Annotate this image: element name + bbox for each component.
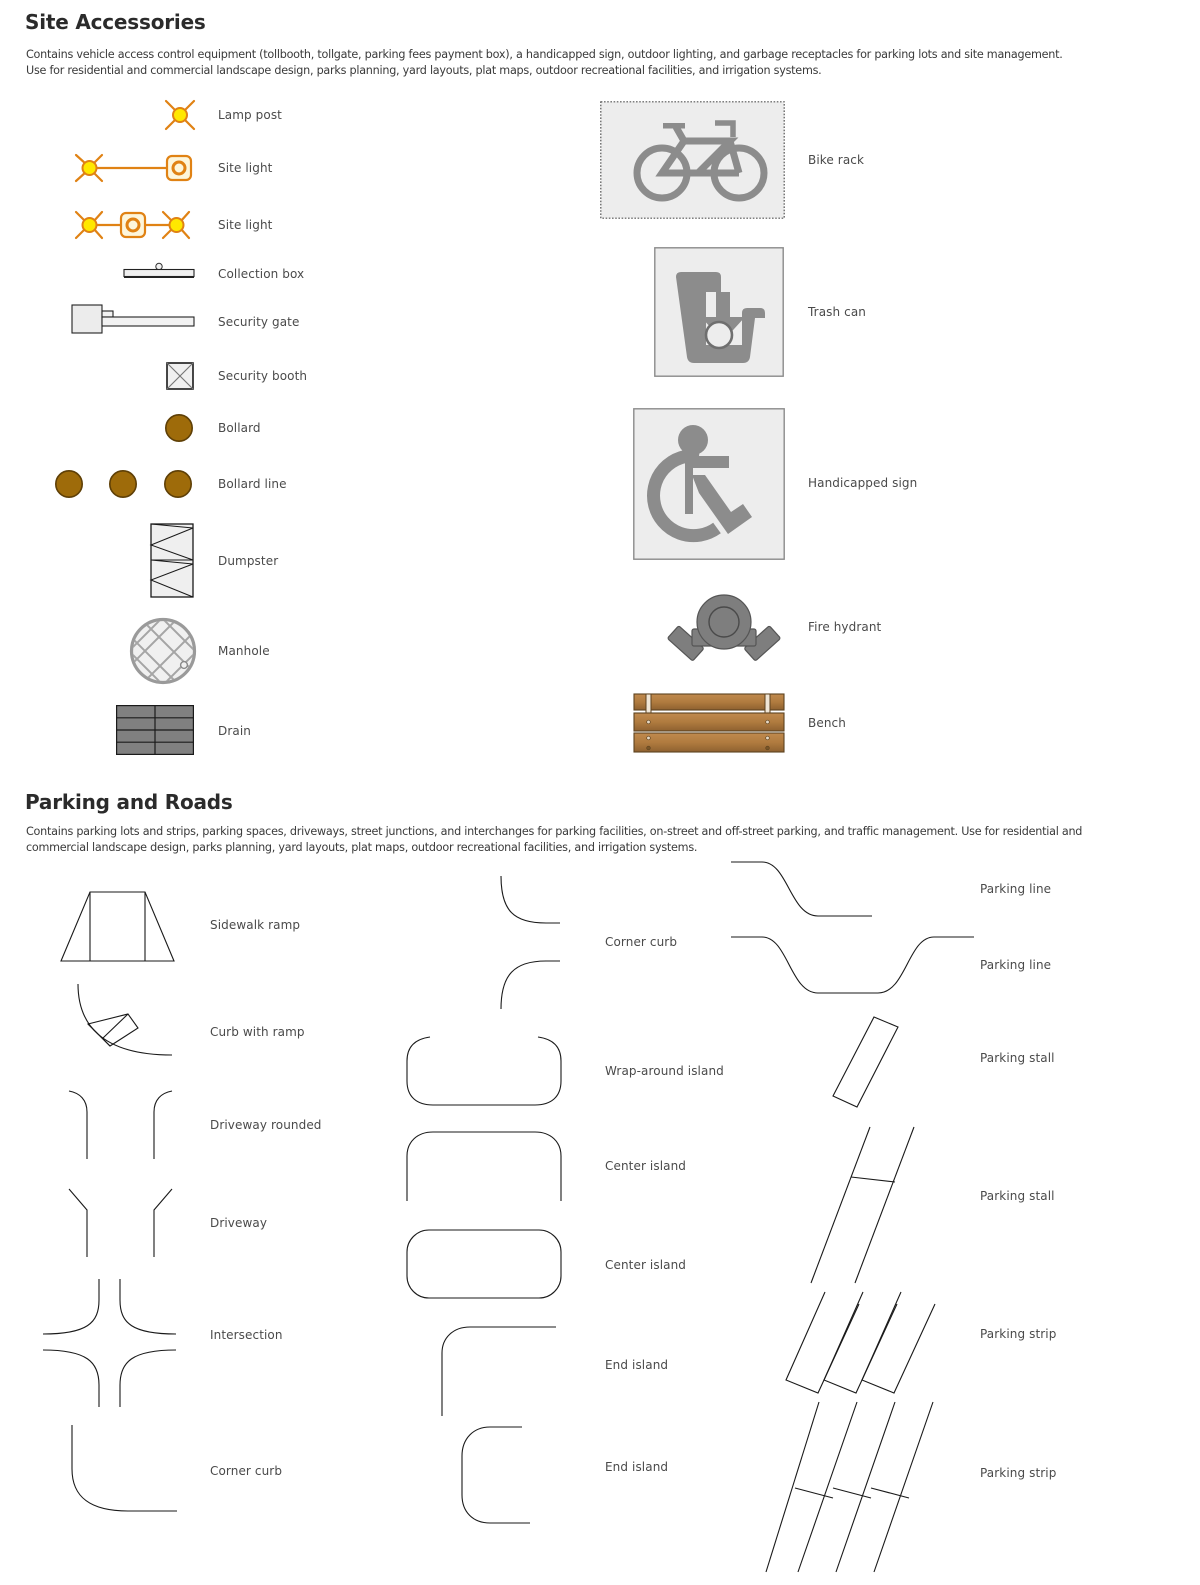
driveway-icon[interactable] (68, 1188, 173, 1258)
drain-label: Drain (218, 724, 251, 738)
wrap-around-island-label: Wrap-around island (605, 1064, 724, 1078)
bollard-label: Bollard (218, 421, 261, 435)
lamp-post-icon[interactable] (160, 96, 200, 134)
curb-with-ramp-icon[interactable] (70, 983, 180, 1078)
corner-curb-pair-label: Corner curb (605, 935, 678, 949)
site-light-double-icon[interactable] (70, 205, 195, 245)
section-description-parking-and-roads (26, 824, 1116, 856)
dumpster-icon[interactable] (150, 523, 194, 598)
parking-strip-three-label: Parking strip (980, 1327, 1057, 1341)
curb-with-ramp-label: Curb with ramp (210, 1025, 305, 1039)
end-island-upper-icon[interactable] (440, 1325, 570, 1417)
section-description-site-accessories (26, 47, 1106, 79)
driveway-label: Driveway (210, 1216, 268, 1230)
parking-strip-four-label: Parking strip (980, 1466, 1057, 1480)
parking-stall-single-label: Parking stall (980, 1051, 1055, 1065)
security-booth-icon[interactable] (166, 362, 194, 390)
bike-rack-icon[interactable] (600, 101, 785, 219)
security-gate-icon[interactable] (71, 300, 195, 336)
section-description-line-1: Contains vehicle access control equipment (tollbooth, tollgate, parking fees payment box), a handicapped sign, outdoor lighting, and garbage receptacles for parking lots and site management. (26, 48, 1063, 61)
collection-box-icon[interactable] (123, 261, 195, 283)
center-island-icon[interactable] (405, 1228, 563, 1300)
driveway-rounded-icon[interactable] (68, 1090, 173, 1160)
bench-label: Bench (808, 716, 846, 730)
corner-curb-pair-icon[interactable] (500, 875, 580, 1010)
site-light-double-label: Site light (218, 218, 273, 232)
parking-stall-divided-icon[interactable] (810, 1125, 940, 1285)
center-island-open-icon[interactable] (405, 1130, 563, 1202)
parking-strip-four-icon[interactable] (765, 1400, 955, 1585)
handicapped-sign-icon[interactable] (633, 408, 785, 560)
bollard-line-label: Bollard line (218, 477, 287, 491)
center-island-label: Center island (605, 1258, 686, 1272)
parking-line-valley-icon[interactable] (730, 933, 980, 1003)
bike-rack-label: Bike rack (808, 153, 865, 167)
parking-line-step-label: Parking line (980, 882, 1052, 896)
fire-hydrant-icon[interactable] (668, 591, 780, 671)
drain-icon[interactable] (116, 705, 194, 755)
parking-stall-single-icon[interactable] (825, 1015, 905, 1110)
bollard-line-icon[interactable] (54, 469, 194, 499)
parking-description-line-1: Contains parking lots and strips, parking spaces, driveways, street junctions, and interchanges for parking facilities, on-street and off-street parking, and traffic management. Use for residential and (26, 825, 1083, 838)
section-title-site-accessories: Site Accessories (25, 10, 206, 34)
trash-can-icon[interactable] (654, 247, 784, 377)
corner-curb-icon[interactable] (68, 1424, 178, 1519)
handicapped-sign-label: Handicapped sign (808, 476, 918, 490)
parking-line-valley-label: Parking line (980, 958, 1052, 972)
trash-can-label: Trash can (808, 305, 866, 319)
lamp-post-label: Lamp post (218, 108, 282, 122)
section-description-line-2: Use for residential and commercial landscape design, parks planning, yard layouts, plat maps, outdoor recreational facilities, and irrigation systems. (26, 64, 822, 77)
security-booth-label: Security booth (218, 369, 308, 383)
collection-box-label: Collection box (218, 267, 305, 281)
parking-stall-divided-label: Parking stall (980, 1189, 1055, 1203)
manhole-label: Manhole (218, 644, 270, 658)
dumpster-label: Dumpster (218, 554, 279, 568)
fire-hydrant-label: Fire hydrant (808, 620, 882, 634)
corner-curb-label: Corner curb (210, 1464, 283, 1478)
parking-strip-three-icon[interactable] (785, 1290, 945, 1395)
parking-line-step-icon[interactable] (730, 858, 910, 923)
parking-description-line-2: commercial landscape design, parks planning, yard layouts, plat maps, outdoor recreational facilities, and irrigation systems. (26, 841, 698, 854)
driveway-rounded-label: Driveway rounded (210, 1118, 322, 1132)
center-island-open-label: Center island (605, 1159, 686, 1173)
site-light-single-label: Site light (218, 161, 273, 175)
sidewalk-ramp-icon[interactable] (60, 891, 175, 962)
intersection-label: Intersection (210, 1328, 283, 1342)
wrap-around-island-icon[interactable] (405, 1035, 563, 1107)
end-island-lower-label: End island (605, 1460, 669, 1474)
bollard-icon[interactable] (164, 413, 194, 443)
intersection-icon[interactable] (42, 1278, 177, 1408)
site-light-single-icon[interactable] (70, 148, 195, 188)
manhole-icon[interactable] (129, 617, 197, 685)
section-title-parking-and-roads: Parking and Roads (25, 790, 233, 814)
bench-icon[interactable] (633, 692, 785, 754)
sidewalk-ramp-label: Sidewalk ramp (210, 918, 301, 932)
security-gate-label: Security gate (218, 315, 300, 329)
end-island-upper-label: End island (605, 1358, 669, 1372)
end-island-lower-icon[interactable] (460, 1425, 590, 1525)
